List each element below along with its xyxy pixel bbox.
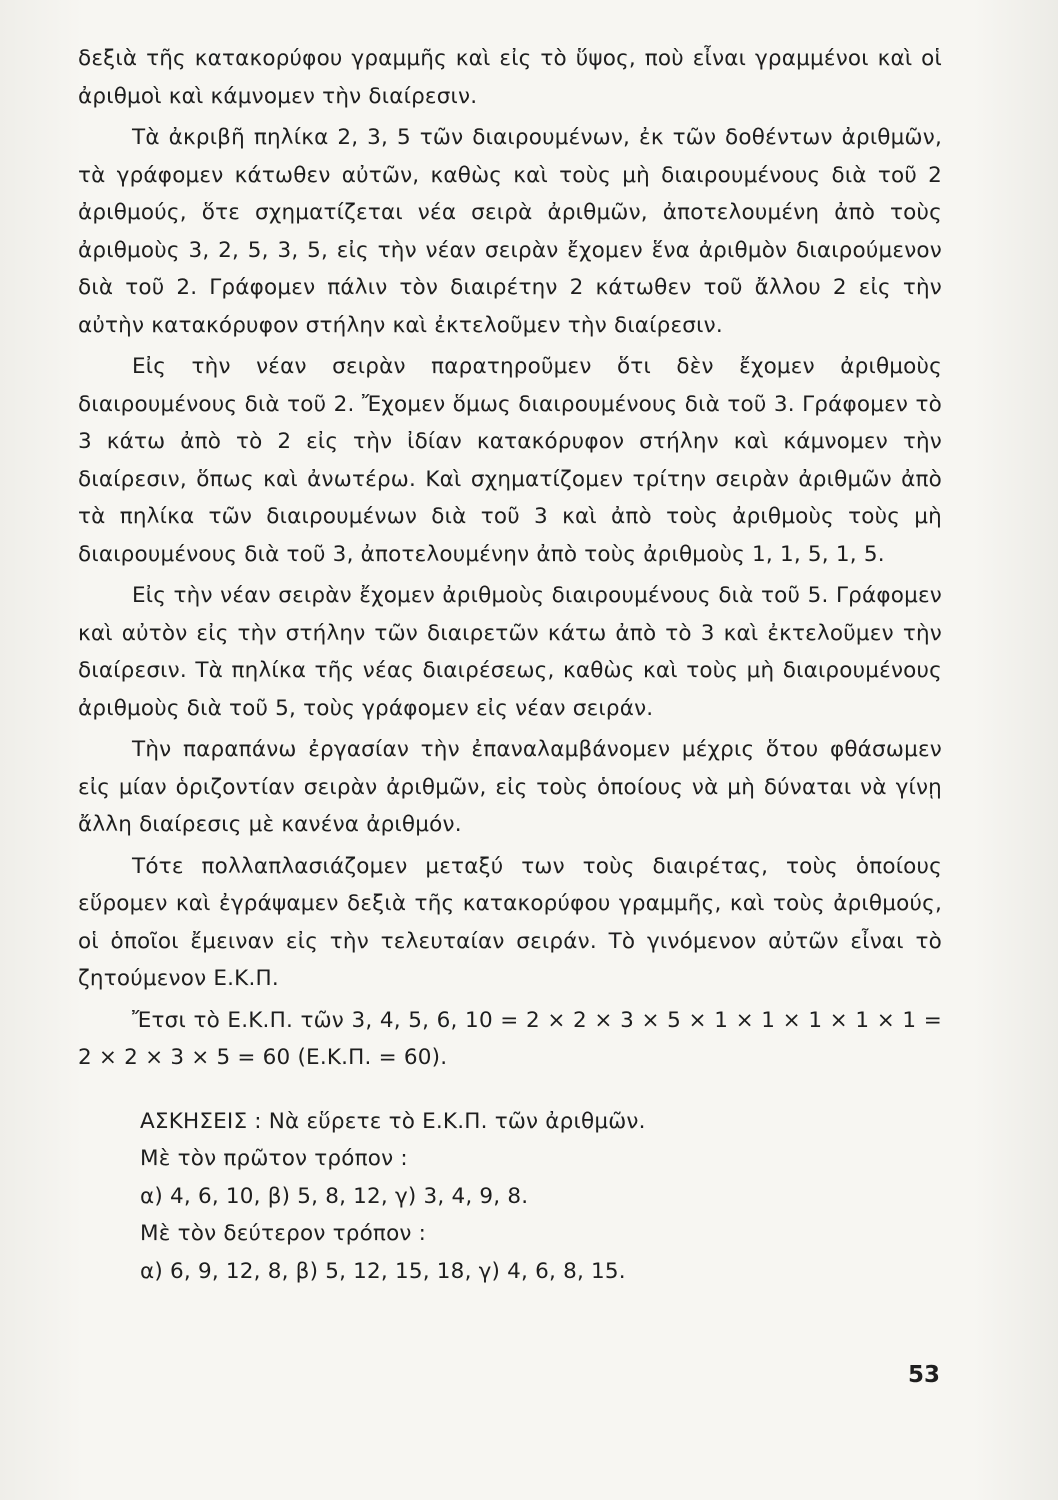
spacer: [78, 1081, 942, 1103]
page-number: 53: [907, 1362, 940, 1388]
paragraph-multiply: Τότε πολλαπλασιάζομεν μεταξύ των τοὺς διαιρέτας, τοὺς ὁποίους εὕρομεν καὶ ἐγράψαμεν δεξιὰ τῆς κατακορύφου γραμμῆς, καὶ τοὺς ἀριθμούς, οἱ ὁποῖοι ἔμειναν εἰς τὴν τελευταίαν σειράν. Τὸ γινόμενον αὐτῶν εἶναι τὸ ζητούμενον Ε.Κ.Π.: [78, 853, 942, 991]
first-method-label: Μὲ τὸν πρῶτον τρόπον :: [140, 1146, 408, 1171]
paragraph-divide-by-5: Εἰς τὴν νέαν σειρὰν ἔχομεν ἀριθμοὺς διαιρουμένους διὰ τοῦ 5. Γράφομεν καὶ αὐτὸν εἰς τὴν στήλην τῶν διαιρετῶν κάτω ἀπὸ τὸ 3 καὶ ἐκτελοῦμεν τὴν διαίρεσιν. Τὰ πηλίκα τῆς νέας διαιρέσεως, καθὼς καὶ τοὺς μὴ διαιρουμένους ἀριθμοὺς διὰ τοῦ 5, τοὺς γράφομεν εἰς νέαν σειράν.: [78, 583, 942, 721]
second-method-label: Μὲ τὸν δεύτερον τρόπον :: [140, 1221, 427, 1246]
paragraph-quotients: Τὰ ἀκριβῆ πηλίκα 2, 3, 5 τῶν διαιρουμένων, ἐκ τῶν δοθέντων ἀριθμῶν, τὰ γράφομεν κάτωθεν αὐτῶν, καθὼς καὶ τοὺς μὴ διαιρουμένους διὰ τοῦ 2 ἀριθμούς, ὅτε σχηματίζεται νέα σειρὰ ἀριθμῶν, ἀποτελουμένη ἀπὸ τοὺς ἀριθμοὺς 3, 2, 5, 3, 5, εἰς τὴν νέαν σειρὰν ἔχομεν ἕνα ἀριθμὸν διαιρούμενον διὰ τοῦ 2. Γράφομεν πάλιν τὸν διαιρέτην 2 κάτωθεν τοῦ ἄλλου 2 εἰς τὴν αὐτὴν κατακόρυφον στήλην καὶ ἐκτελοῦμεν τὴν διαίρεσιν.: [78, 125, 942, 338]
paragraph-lcm-example: Ἔτσι τὸ Ε.Κ.Π. τῶν 3, 4, 5, 6, 10 = 2 × 2 × 3 × 5 × 1 × 1 × 1 × 1 × 1 = 2 × 2 × 3 × 5 = 60 (Ε.Κ.Π. = 60).: [78, 1007, 942, 1070]
first-method-items: α) 4, 6, 10, β) 5, 8, 12, γ) 3, 4, 9, 8.: [140, 1183, 529, 1209]
second-method-items: α) 6, 9, 12, 8, β) 5, 12, 15, 18, γ) 4, 6, 8, 15.: [140, 1258, 626, 1284]
paragraph-divide-by-3: Εἰς τὴν νέαν σειρὰν παρατηροῦμεν ὅτι δὲν ἔχομεν ἀριθμοὺς διαιρουμένους διὰ τοῦ 2. Ἔχομεν ὅμως διαιρουμένους διὰ τοῦ 3. Γράφομεν τὸ 3 κάτω ἀπὸ τὸ 2 εἰς τὴν ἰδίαν κατακόρυφον στήλην καὶ κάμνομεν τὴν διαίρεσιν, ὅπως καὶ ἀνωτέρω. Καὶ σχηματίζομεν τρίτην σειρὰν ἀριθμῶν ἀπὸ τὰ πηλίκα τῶν διαιρουμένων διὰ τοῦ 3 καὶ ἀπὸ τοὺς ἀριθμοὺς τοὺς μὴ διαιρουμένους διὰ τοῦ 3, ἀποτελουμένην ἀπὸ τοὺς ἀριθμοὺς 1, 1, 5, 1, 5.: [78, 354, 942, 567]
text-column: [78, 40, 942, 1290]
paragraph-repeat: Τὴν παραπάνω ἐργασίαν τὴν ἐπαναλαμβάνομεν μέχρις ὅτου φθάσωμεν εἰς μίαν ὁριζοντίαν σειρὰν ἀριθμῶν, εἰς τοὺς ὁποίους νὰ μὴ δύναται νὰ γίνῃ ἄλλη διαίρεσις μὲ κανένα ἀριθμόν.: [78, 737, 942, 837]
paragraph-continuation: δεξιὰ τῆς κατακορύφου γραμμῆς καὶ εἰς τὸ ὕψος, ποὺ εἶναι γραμμένοι καὶ οἱ ἀριθμοὶ καὶ κάμνομεν τὴν διαίρεσιν.: [78, 46, 942, 109]
exercises-heading: ΑΣΚΗΣΕΙΣ : Νὰ εὕρετε τὸ Ε.Κ.Π. τῶν ἀριθμῶν.: [140, 1108, 646, 1134]
